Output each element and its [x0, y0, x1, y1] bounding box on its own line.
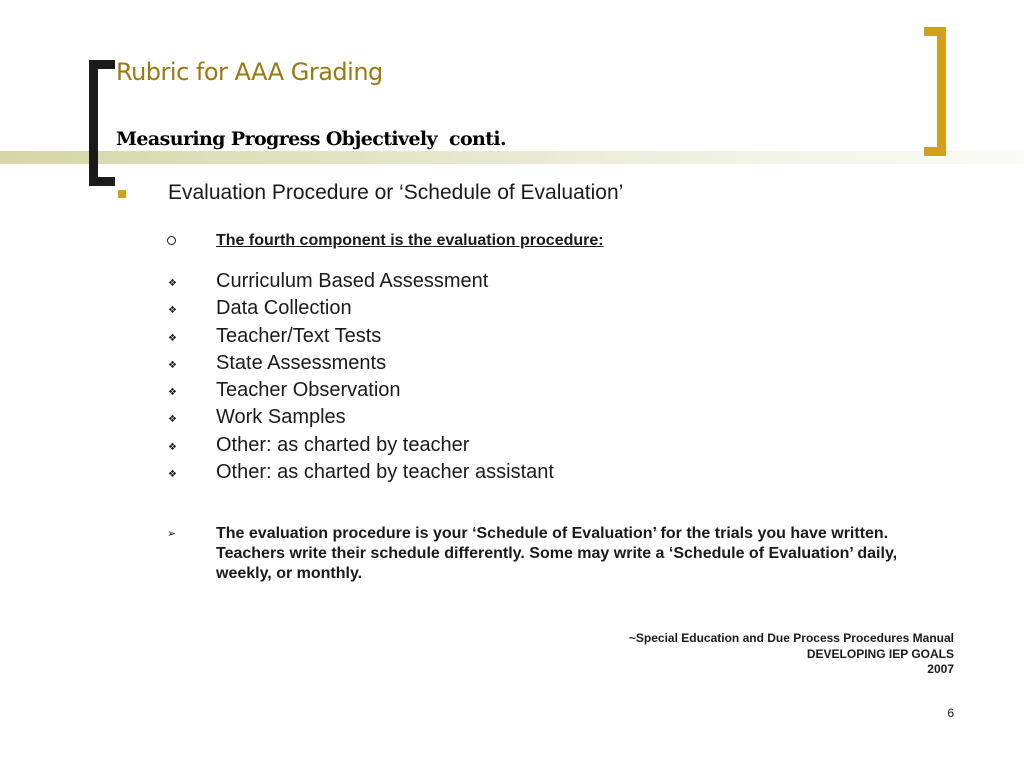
- square-bullet-icon: [118, 190, 126, 198]
- list-item-text: Work Samples: [216, 406, 346, 429]
- level1-bullet-text: Evaluation Procedure or ‘Schedule of Evaluation’: [168, 181, 624, 204]
- slide-title: Rubric for AAA Grading: [116, 58, 383, 86]
- page-number: 6: [947, 706, 954, 720]
- slide-subtitle: [116, 128, 506, 150]
- list-item-text: Other: as charted by teacher: [216, 433, 470, 456]
- subtitle-main: Measuring Progress Objectively: [116, 128, 437, 150]
- source-line: ~Special Education and Due Process Procedures Manual: [628, 631, 954, 645]
- diamond-bullet-icon: ❖: [168, 332, 177, 344]
- title-band: [0, 151, 1024, 164]
- arrow-bullet-icon: ➢: [167, 528, 177, 540]
- diamond-bullet-icon: ❖: [168, 305, 177, 317]
- list-item-text: Data Collection: [216, 297, 352, 320]
- circle-bullet-icon: [167, 236, 176, 245]
- left-bracket-decoration: [89, 60, 115, 186]
- list-item-text: Teacher/Text Tests: [216, 324, 382, 347]
- source-line: DEVELOPING IEP GOALS: [806, 646, 954, 661]
- subtitle-suffix: conti.: [449, 128, 507, 150]
- right-bracket-decoration: [924, 27, 946, 156]
- diamond-bullet-icon: ❖: [168, 414, 177, 426]
- evaluation-note: The evaluation procedure is your ‘Schedule of Evaluation’ for the trials you have written. Teachers write their schedule differently. Some may write a ‘Schedule of Evaluation’ daily, weekly, or monthly.: [216, 525, 898, 582]
- diamond-bullet-icon: ❖: [168, 278, 177, 289]
- source-line: 2007: [927, 662, 954, 676]
- list-item-text: Other: as charted by teacher assistant: [216, 461, 554, 484]
- list-item-text: Curriculum Based Assessment: [216, 270, 489, 292]
- list-item-text: Teacher Observation: [216, 379, 401, 402]
- list-item-text: State Assessments: [216, 351, 387, 374]
- diamond-bullet-icon: ❖: [168, 441, 177, 453]
- source-citation: [629, 631, 954, 678]
- diamond-bullet-icon: ❖: [168, 387, 177, 399]
- level2-bullet-text: The fourth component is the evaluation procedure:: [216, 232, 604, 249]
- diamond-bullet-icon: ❖: [168, 359, 177, 371]
- diamond-bullet-icon: ❖: [168, 469, 177, 481]
